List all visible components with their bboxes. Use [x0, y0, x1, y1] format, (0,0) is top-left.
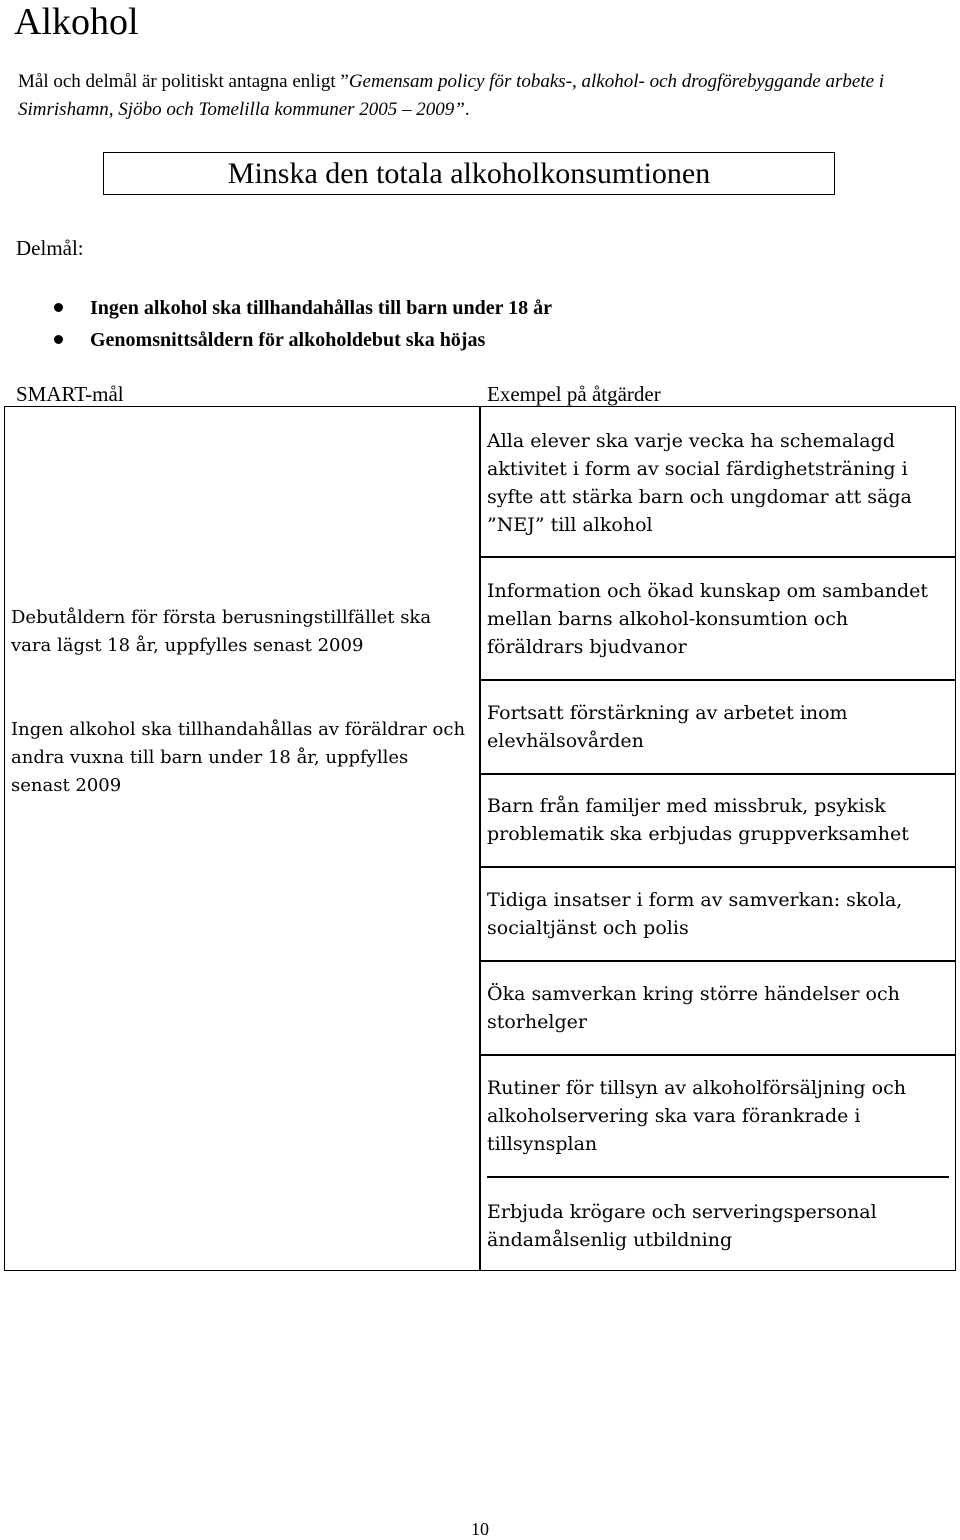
main-goal-box: Minska den totala alkoholkonsumtionen: [103, 152, 835, 195]
row-divider: [480, 773, 956, 775]
list-item: [54, 324, 552, 356]
delmal-label: Delmål:: [16, 236, 84, 260]
row-divider: [480, 960, 956, 962]
action-item: Information och ökad kunskap om sambandet mellan barns alkohol-konsumtion och föräldrars bjudvanor: [487, 580, 929, 658]
action-item: Öka samverkan kring större händelser och storhelger: [487, 983, 900, 1033]
list-item: [54, 292, 552, 324]
intro-paragraph: [18, 68, 938, 124]
column-divider: [479, 406, 481, 1271]
delmal-item-text: Ingen alkohol ska tillhandahållas till barn under 18 år: [90, 297, 552, 319]
page-title: Alkohol: [14, 1, 139, 43]
bullet-icon: [54, 303, 63, 312]
row-divider: [480, 866, 956, 868]
intro-lead: Mål och delmål är politiskt antagna enligt ”: [18, 71, 349, 92]
row-divider: [480, 679, 956, 681]
action-item: Rutiner för tillsyn av alkoholförsäljning och alkoholservering ska vara förankrade i tillsynsplan: [487, 1077, 906, 1155]
action-item: Alla elever ska varje vecka ha schemalagd aktivitet i form av social färdighetsträning i syfte att stärka barn och ungdomar att säga ”NEJ” till alkohol: [487, 430, 912, 536]
action-item: Erbjuda krögare och serveringspersonal ändamålsenlig utbildning: [487, 1201, 877, 1251]
page-number: 10: [471, 1519, 489, 1539]
smart-goal: Debutåldern för första berusningstillfället ska vara lägst 18 år, uppfylles senast 2009: [11, 607, 432, 656]
smart-goal: Ingen alkohol ska tillhandahållas av föräldrar och andra vuxna till barn under 18 år, uppfylles senast 2009: [11, 719, 466, 796]
action-item: Barn från familjer med missbruk, psykisk problematik ska erbjudas gruppverksamhet: [487, 795, 909, 845]
row-divider: [480, 556, 956, 558]
action-item: Tidiga insatser i form av samverkan: skola, socialtjänst och polis: [487, 889, 903, 939]
delmal-item-text: Genomsnittsåldern för alkoholdebut ska höjas: [90, 329, 486, 351]
intro-end: .: [464, 99, 470, 120]
action-item: Fortsatt förstärkning av arbetet inom elevhälsovården: [487, 702, 848, 752]
row-divider: [487, 1176, 949, 1178]
policy-reference: Gemensam policy för tobaks-, alkohol- och drogförebyggande arbete i Simrishamn, Sjöbo och Tomelilla kommuner 2005 – 2009”: [18, 71, 885, 120]
row-divider: [480, 1054, 956, 1056]
actions-column-header: Exempel på åtgärder: [487, 382, 661, 406]
bullet-icon: [54, 335, 63, 344]
smart-column-header: SMART-mål: [16, 382, 124, 406]
delmal-list: [54, 292, 552, 356]
